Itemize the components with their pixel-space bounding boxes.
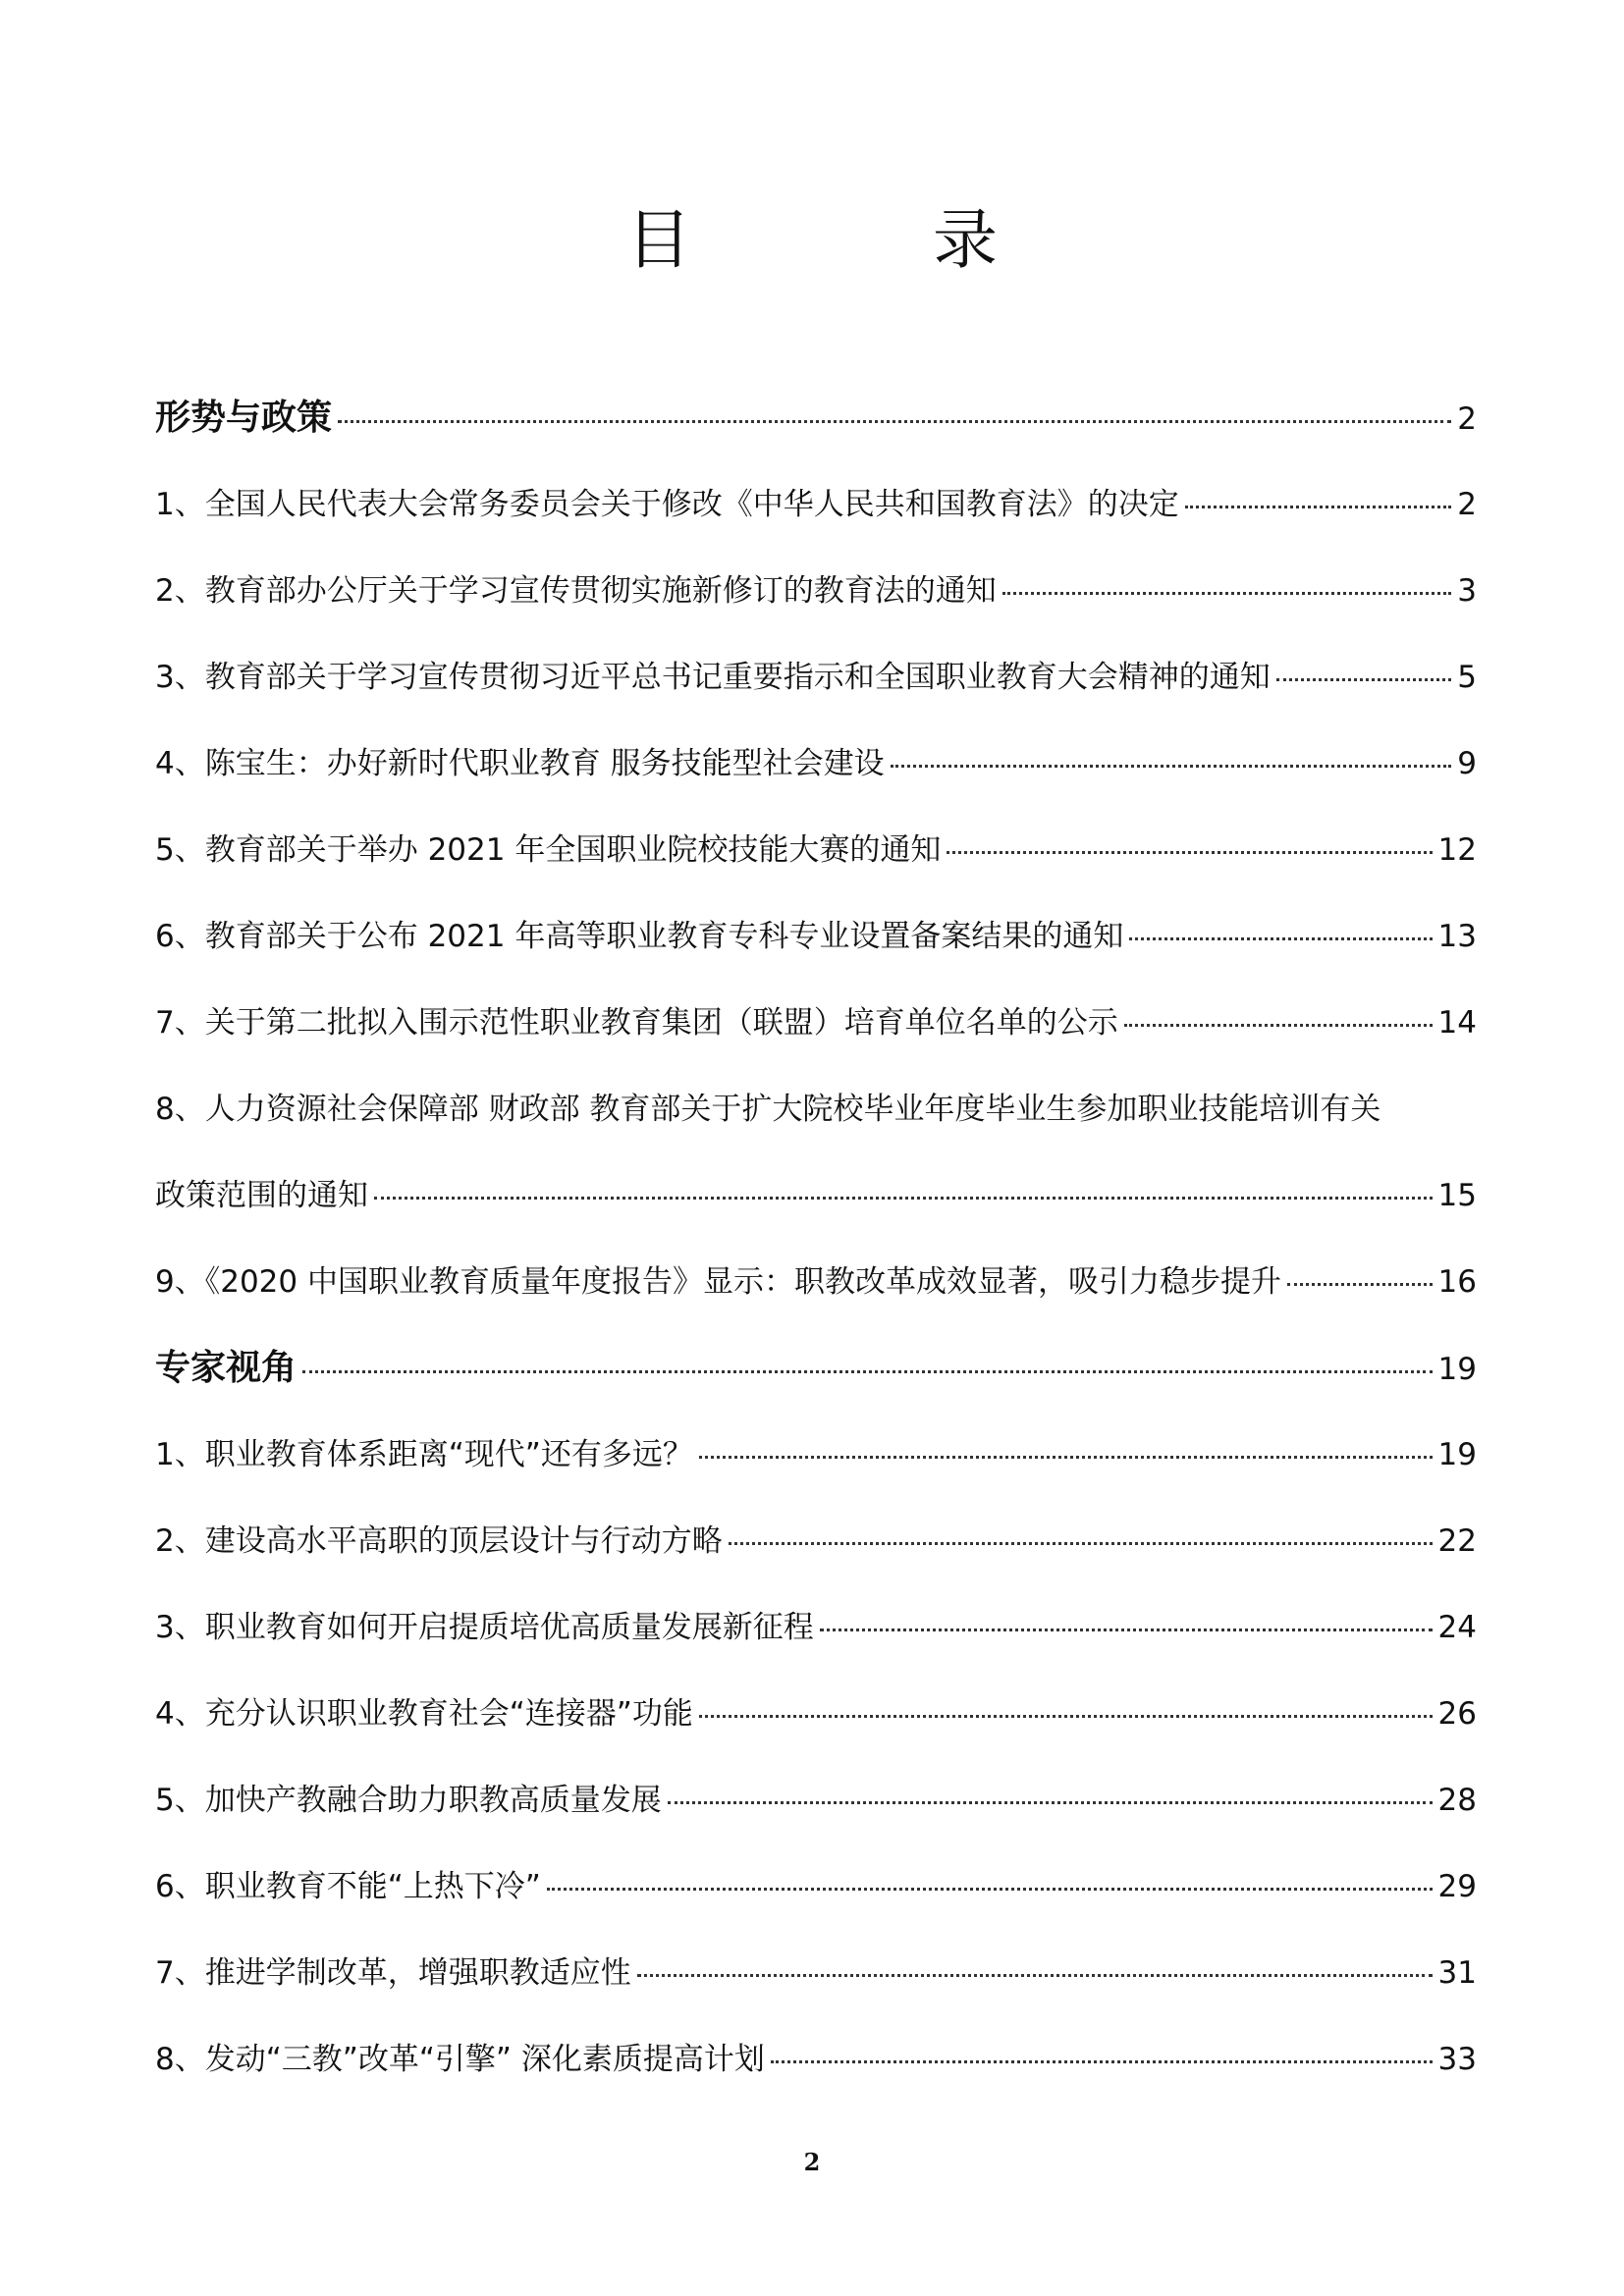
toc-page-number: 12 bbox=[1437, 832, 1477, 868]
toc-entry-label: 2、教育部办公厅关于学习宣传贯彻实施新修订的教育法的通知 bbox=[155, 573, 997, 609]
toc-entry-label: 7、关于第二批拟入围示范性职业教育集团（联盟）培育单位名单的公示 bbox=[155, 1005, 1118, 1041]
toc-entry[interactable] bbox=[155, 893, 1477, 980]
toc-entry-label: 1、全国人民代表大会常务委员会关于修改《中华人民共和国教育法》的决定 bbox=[155, 487, 1179, 522]
dot-leader bbox=[1129, 937, 1432, 940]
toc-page-number: 9 bbox=[1457, 746, 1477, 781]
toc-entry[interactable] bbox=[155, 1239, 1477, 1325]
toc-entry-line1[interactable] bbox=[155, 1066, 1477, 1152]
toc-entry-label: 政策范围的通知 bbox=[155, 1178, 368, 1213]
toc-entry[interactable] bbox=[155, 634, 1477, 721]
toc-page-number: 19 bbox=[1437, 1352, 1477, 1387]
toc-entry[interactable] bbox=[155, 1930, 1477, 2016]
toc-entry-line2[interactable] bbox=[155, 1152, 1477, 1239]
toc-page-number: 2 bbox=[1457, 487, 1477, 522]
toc-section-label: 专家视角 bbox=[155, 1348, 298, 1388]
page-title: 目 录 bbox=[626, 202, 1086, 278]
dot-leader bbox=[1276, 678, 1452, 681]
toc-entry[interactable] bbox=[155, 1584, 1477, 1671]
toc-entry-label: 8、发动“三教”改革“引擎” 深化素质提高计划 bbox=[155, 2042, 765, 2077]
toc-page-number: 19 bbox=[1437, 1437, 1477, 1472]
toc-entry[interactable] bbox=[155, 1671, 1477, 1757]
toc-section-label: 形势与政策 bbox=[155, 398, 333, 438]
toc-page-number: 16 bbox=[1437, 1264, 1477, 1300]
dot-leader bbox=[820, 1629, 1433, 1631]
dot-leader bbox=[729, 1542, 1433, 1545]
toc-entry-label: 3、教育部关于学习宣传贯彻习近平总书记重要指示和全国职业教育大会精神的通知 bbox=[155, 660, 1271, 695]
toc-entry[interactable] bbox=[155, 548, 1477, 634]
toc-entry[interactable] bbox=[155, 2016, 1477, 2103]
dot-leader bbox=[338, 420, 1451, 423]
toc-page-number: 33 bbox=[1437, 2042, 1477, 2077]
toc-entry-label: 7、推进学制改革，增强职教适应性 bbox=[155, 1955, 631, 1991]
toc-entry[interactable] bbox=[155, 1412, 1477, 1498]
toc-entry-label: 8、人力资源社会保障部 财政部 教育部关于扩大院校毕业年度毕业生参加职业技能培训有关 bbox=[155, 1092, 1381, 1127]
dot-leader bbox=[771, 2060, 1433, 2063]
toc-entry-label: 5、教育部关于举办 2021 年全国职业院校技能大赛的通知 bbox=[155, 832, 942, 868]
dot-leader bbox=[547, 1888, 1433, 1891]
toc-entry-label: 6、教育部关于公布 2021 年高等职业教育专科专业设置备案结果的通知 bbox=[155, 919, 1124, 954]
toc-entry[interactable] bbox=[155, 980, 1477, 1066]
toc-entry-label: 6、职业教育不能“上热下冷” bbox=[155, 1869, 541, 1904]
toc-page-number: 13 bbox=[1437, 919, 1477, 954]
toc-page-number: 31 bbox=[1437, 1955, 1477, 1991]
dot-leader bbox=[891, 765, 1452, 768]
dot-leader bbox=[1002, 592, 1452, 595]
toc-entry-label: 3、职业教育如何开启提质培优高质量发展新征程 bbox=[155, 1610, 814, 1645]
toc-entry-label: 1、职业教育体系距离“现代”还有多远？ bbox=[155, 1437, 693, 1472]
dot-leader bbox=[1124, 1024, 1433, 1027]
dot-leader bbox=[699, 1715, 1433, 1718]
toc-page-number: 24 bbox=[1437, 1610, 1477, 1645]
toc-entry[interactable] bbox=[155, 807, 1477, 893]
toc-page-number: 14 bbox=[1437, 1005, 1477, 1041]
toc-page-number: 22 bbox=[1437, 1523, 1477, 1559]
toc-entry-label: 4、充分认识职业教育社会“连接器”功能 bbox=[155, 1696, 693, 1732]
toc-entry-label: 4、陈宝生：办好新时代职业教育 服务技能型社会建设 bbox=[155, 746, 885, 781]
toc-entry-label: 2、建设高水平高职的顶层设计与行动方略 bbox=[155, 1523, 723, 1559]
dot-leader bbox=[637, 1974, 1433, 1977]
toc-page-number: 2 bbox=[1457, 401, 1477, 437]
toc-page-number: 26 bbox=[1437, 1696, 1477, 1732]
toc-entry[interactable] bbox=[155, 1498, 1477, 1584]
toc-page-number: 3 bbox=[1457, 573, 1477, 609]
toc-entry-label: 9、《2020 中国职业教育质量年度报告》显示：职教改革成效显著，吸引力稳步提升 bbox=[155, 1264, 1281, 1300]
toc-page-number: 28 bbox=[1437, 1783, 1477, 1818]
toc-entry[interactable] bbox=[155, 461, 1477, 548]
toc-section-heading[interactable] bbox=[155, 375, 1477, 461]
toc-page-number: 15 bbox=[1437, 1178, 1477, 1213]
toc-entry[interactable] bbox=[155, 1843, 1477, 1930]
dot-leader bbox=[374, 1197, 1433, 1200]
dot-leader bbox=[668, 1801, 1433, 1804]
toc-section-heading[interactable] bbox=[155, 1325, 1477, 1412]
dot-leader bbox=[1287, 1283, 1433, 1286]
dot-leader bbox=[1185, 506, 1452, 508]
dot-leader bbox=[947, 851, 1432, 854]
toc-entry[interactable] bbox=[155, 721, 1477, 807]
toc-entry[interactable] bbox=[155, 1757, 1477, 1843]
dot-leader bbox=[699, 1456, 1433, 1459]
toc-page-number: 5 bbox=[1457, 660, 1477, 695]
page-footer-number: 2 bbox=[803, 2148, 821, 2176]
toc-entry-label: 5、加快产教融合助力职教高质量发展 bbox=[155, 1783, 662, 1818]
toc-page-number: 29 bbox=[1437, 1869, 1477, 1904]
dot-leader bbox=[302, 1370, 1433, 1373]
table-of-contents bbox=[155, 375, 1477, 2103]
